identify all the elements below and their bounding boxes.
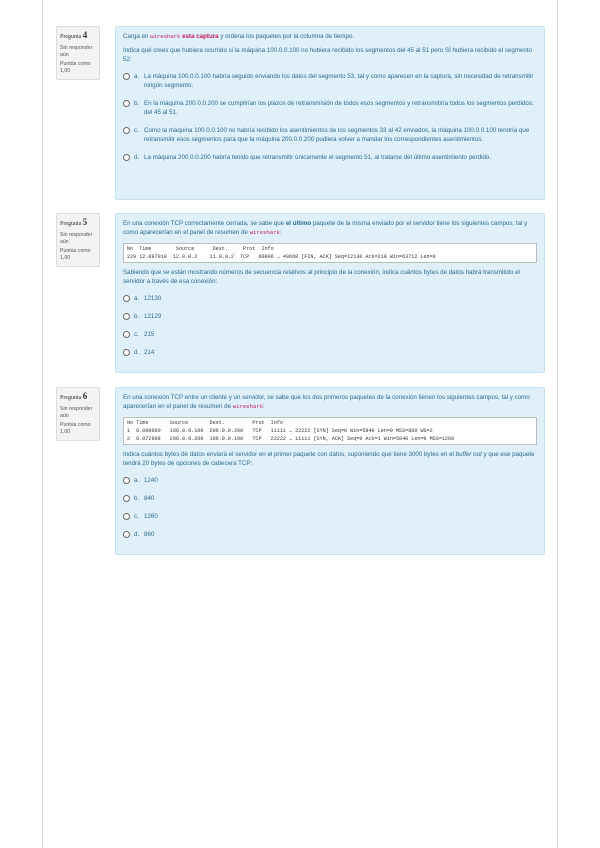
tool-name: wireshark	[249, 228, 280, 236]
option-a[interactable]: a. 1240	[123, 477, 537, 486]
packet-capture-table: No Time Source Dest. Prot Info 1 0.000000 100.0.0.100 200.0.0.200 TCP 11111 → 22222 [SYN] Seq=0 Win=5840 Len=0 MSS=860 WS=2 2 0.072908 200.0.0.200 100.0.0.100 TCP 22222 → 11111 [SYN, ACK] Seq=0 Ack=1 Win=5840 Len=0 MSS=1260	[123, 417, 537, 445]
answer-options	[123, 477, 537, 540]
answer-options	[123, 295, 537, 358]
question-number: 4	[82, 30, 88, 40]
radio-button[interactable]	[123, 495, 130, 502]
question-content	[115, 387, 545, 555]
question-content	[115, 26, 545, 200]
option-a[interactable]: a. La máquina 100.0.0.100 habría seguido enviando los datos del segmento 53, tal y como aparecen en la captura, sin necesidad de retransmitir ningún segmento.	[123, 73, 537, 91]
question-text: Indica qué crees que hubiera ocurrido si la máquina 100.0.0.100 no hubiera recibido los segmentos del 45 al 51 pero SÍ hubiera recibido el segmento 52:	[123, 46, 532, 63]
question-number: 5	[82, 217, 88, 227]
option-d[interactable]: d. 214	[123, 349, 537, 358]
option-c[interactable]: c. 1260	[123, 513, 537, 522]
page-border-right	[557, 0, 558, 848]
radio-button[interactable]	[123, 100, 130, 107]
radio-button[interactable]	[123, 349, 130, 356]
question-status: Sin responder aún	[60, 44, 93, 58]
radio-button[interactable]	[123, 513, 130, 520]
question-info	[56, 26, 100, 80]
question-status: Sin responder aún	[60, 405, 93, 419]
option-d[interactable]: d. La máquina 200.0.0.200 habría tenido que retransmitir únicamente el segmento 51, al tratarse del último asentimiento perdido.	[123, 154, 537, 163]
option-c[interactable]: c. Como la máquina 100.0.0.100 no habría recibido los asentimientos de los segmentos 33 al 42 enviados, la máquina 100.0.0.100 tendría que retransmitir esos segmentos para que la máquina 200.0.0.200 pudiera volver a mandar los correspondientes asentimientos.	[123, 127, 537, 145]
radio-button[interactable]	[123, 73, 130, 80]
radio-button[interactable]	[123, 331, 130, 338]
question-score: Puntúa como 1,00	[60, 248, 91, 262]
page-border-left	[42, 0, 43, 848]
question-status: Sin responder aún	[60, 231, 93, 245]
option-b[interactable]: b. En la máquina 200.0.0.200 se cumplirían los plazos de retransmisión de todos esos segmentos y retransmitiría todos los segmentos perdidos: del 45 al 51.	[123, 100, 537, 118]
option-b[interactable]: b. 12129	[123, 313, 537, 322]
question-score: Puntúa como 1,00	[60, 61, 91, 75]
question-info	[56, 213, 100, 267]
radio-button[interactable]	[123, 154, 130, 161]
question-intro: Carga en wireshark esta captura y ordena los paquetes por la columna de tiempo.	[123, 33, 355, 40]
question-label: Pregunta	[60, 221, 82, 227]
option-b[interactable]: b. 840	[123, 495, 537, 504]
option-d[interactable]: d. 860	[123, 531, 537, 540]
option-c[interactable]: c. 215	[123, 331, 537, 340]
option-a[interactable]: a. 12130	[123, 295, 537, 304]
tool-name: wireshark	[150, 33, 181, 40]
radio-button[interactable]	[123, 313, 130, 320]
question-intro: En una conexión TCP correctamente cerrada, se sabe que el último paquete de la misma enviado por el servidor tiene los siguientes campos, tal y como aparecerían en el panel de resumen de wireshark:	[123, 220, 528, 236]
packet-capture-table: No Time Source Dest. Prot Info 229 12.097019 12.0.0.2 11.0.0.2 TCP 60006 → 49668 [FIN, ACK] Seq=12130 Ack=218 Win=63712 Len=0	[123, 243, 537, 263]
radio-button[interactable]	[123, 531, 130, 538]
radio-button[interactable]	[123, 295, 130, 302]
capture-link[interactable]: esta captura	[182, 33, 219, 40]
radio-button[interactable]	[123, 127, 130, 134]
question-content	[115, 213, 545, 373]
tool-name: wireshark	[232, 402, 263, 410]
question-label: Pregunta	[60, 34, 82, 40]
answer-options	[123, 73, 537, 163]
question-score: Puntúa como 1,00	[60, 422, 91, 436]
question-intro: En una conexión TCP entre un cliente y un servidor, se sabe que los dos primeros paquetes de la conexión tienen los siguientes campos, tal y como aparecerían en el panel de resumen de wireshark:	[123, 394, 530, 410]
question-text: Indica cuántos bytes de datos enviará el servidor en el primer paquete con datos, suponiendo que tiene 3000 bytes en el buffer out y que ese paquete tendrá 20 bytes de opciones de cabecera TCP:	[123, 451, 535, 468]
question-info	[56, 387, 100, 441]
question-text: Sabiendo que se están mostrando números de secuencia relativos al principio de la conexión, indica cuántos bytes de datos habrá transmitido el servidor a través de esa conexión:	[123, 269, 520, 286]
question-number: 6	[82, 391, 88, 401]
radio-button[interactable]	[123, 477, 130, 484]
question-label: Pregunta	[60, 395, 82, 401]
